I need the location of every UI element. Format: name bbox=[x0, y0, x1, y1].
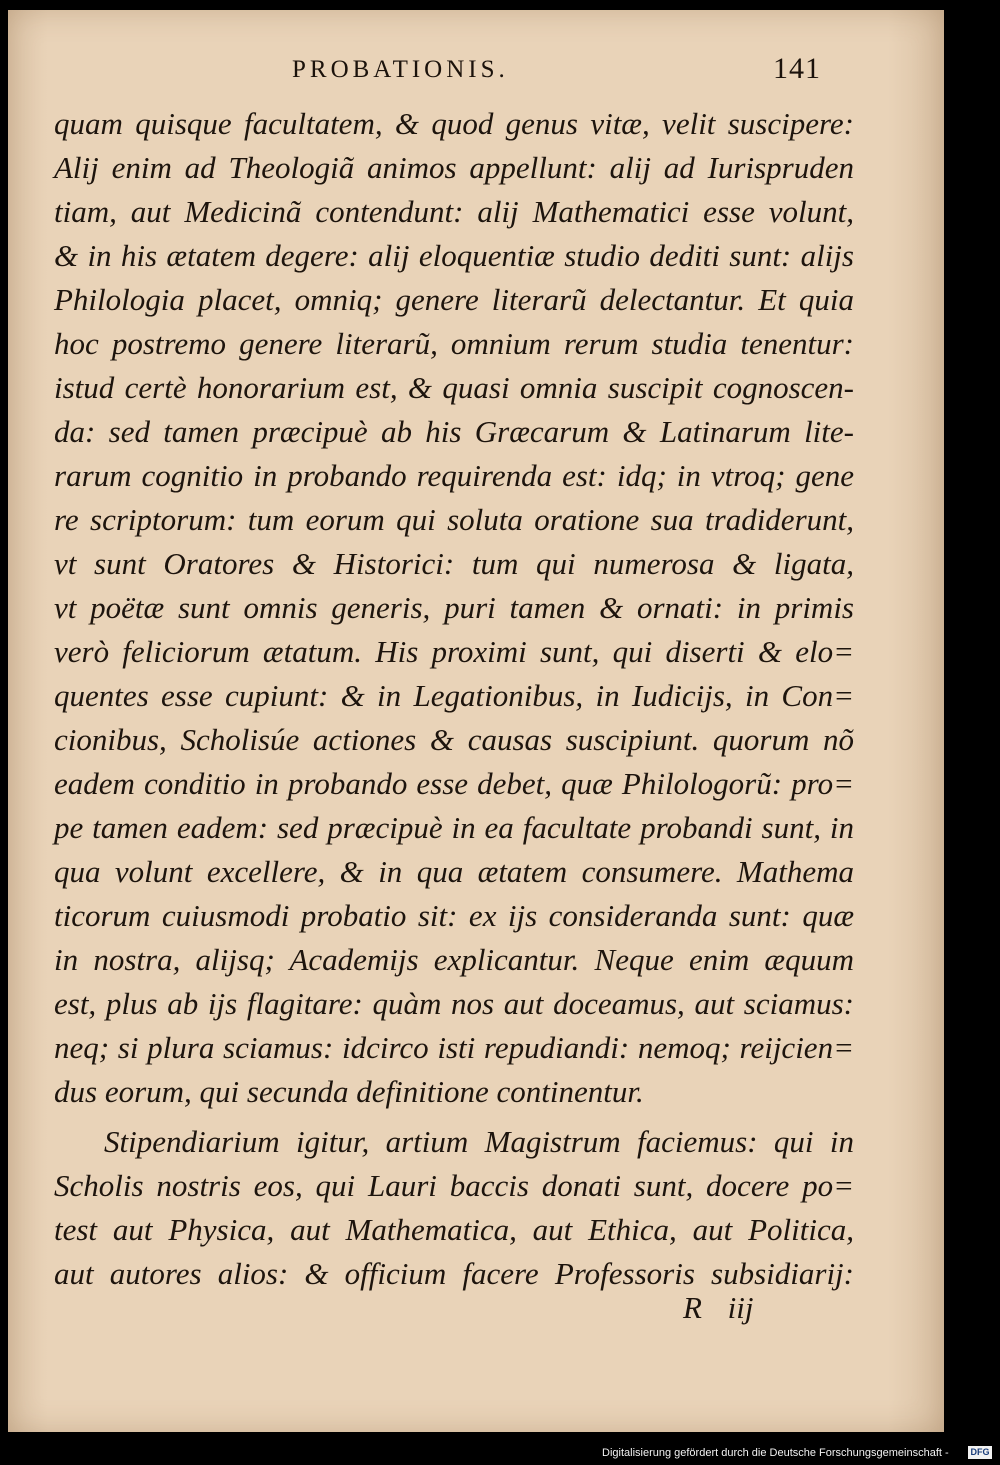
book-page bbox=[8, 10, 944, 1432]
dfg-logo: DFG bbox=[968, 1446, 992, 1459]
signature-mark: R iij bbox=[683, 1290, 754, 1325]
text-line: eadem conditio in probando esse debet, quæ Philologorũ: pro= bbox=[54, 766, 854, 801]
text-line: vt sunt Oratores & Historici: tum qui numerosa & ligata, bbox=[54, 546, 854, 581]
text-line: ticorum cuiusmodi probatio sit: ex ijs consideranda sunt: quæ bbox=[54, 898, 854, 933]
text-line: Stipendiarium igitur, artium Magistrum faciemus: qui in bbox=[104, 1124, 854, 1159]
text-line: aut autores alios: & officium facere Professoris subsidiarij: bbox=[54, 1256, 854, 1291]
text-line: pe tamen eadem: sed præcipuè in ea facultate probandi sunt, in bbox=[54, 810, 854, 845]
text-line: cionibus, Scholisúe actiones & causas suscipiunt. quorum nõ bbox=[54, 722, 854, 757]
text-line: tiam, aut Medicinã contendunt: alij Mathematici esse volunt, bbox=[54, 194, 854, 229]
text-line: quam quisque facultatem, & quod genus vitæ, velit suscipere: bbox=[54, 106, 854, 141]
text-line: rarum cognitio in probando requirenda est: idq; in vtroq; gene bbox=[54, 458, 854, 493]
page-number: 141 bbox=[773, 52, 821, 85]
text-line: qua volunt excellere, & in qua ætatem consumere. Mathema bbox=[54, 854, 854, 889]
text-line: dus eorum, qui secunda definitione continentur. bbox=[54, 1074, 644, 1109]
text-line: Scholis nostris eos, qui Lauri baccis donati sunt, docere po= bbox=[54, 1168, 854, 1203]
page-header bbox=[8, 52, 944, 96]
text-line: vt poëtæ sunt omnis generis, puri tamen & ornati: in primis bbox=[54, 590, 854, 625]
text-line: quentes esse cupiunt: & in Legationibus, in Iudicijs, in Con= bbox=[54, 678, 854, 713]
text-line: Alij enim ad Theologiã animos appellunt: alij ad Iurispruden bbox=[54, 150, 854, 185]
running-head: PROBATIONIS. bbox=[292, 56, 509, 83]
text-line: re scriptorum: tum eorum qui soluta oratione sua tradiderunt, bbox=[54, 502, 854, 537]
text-line: verò feliciorum ætatum. His proximi sunt, qui diserti & elo= bbox=[54, 634, 854, 669]
text-line: est, plus ab ijs flagitare: quàm nos aut doceamus, aut sciamus: bbox=[54, 986, 854, 1021]
text-line: hoc postremo genere literarũ, omnium rerum studia tenentur: bbox=[54, 326, 854, 361]
text-line: Philologia placet, omniq; genere literarũ delectantur. Et quia bbox=[54, 282, 854, 317]
text-line: & in his ætatem degere: alij eloquentiæ studio dediti sunt: alijs bbox=[54, 238, 854, 273]
digitization-credit: Digitalisierung gefördert durch die Deutsche Forschungsgemeinschaft - bbox=[602, 1447, 949, 1459]
text-line: in nostra, alijsq; Academijs explicantur. Neque enim æquum bbox=[54, 942, 854, 977]
text-line: test aut Physica, aut Mathematica, aut Ethica, aut Politica, bbox=[54, 1212, 854, 1247]
text-line: istud certè honorarium est, & quasi omnia suscipit cognoscen- bbox=[54, 370, 854, 405]
text-line: neq; si plura sciamus: idcirco isti repudiandi: nemoq; reijcien= bbox=[54, 1030, 854, 1065]
main-text bbox=[54, 102, 854, 1296]
text-line: da: sed tamen præcipuè ab his Græcarum & Latinarum lite- bbox=[54, 414, 854, 449]
